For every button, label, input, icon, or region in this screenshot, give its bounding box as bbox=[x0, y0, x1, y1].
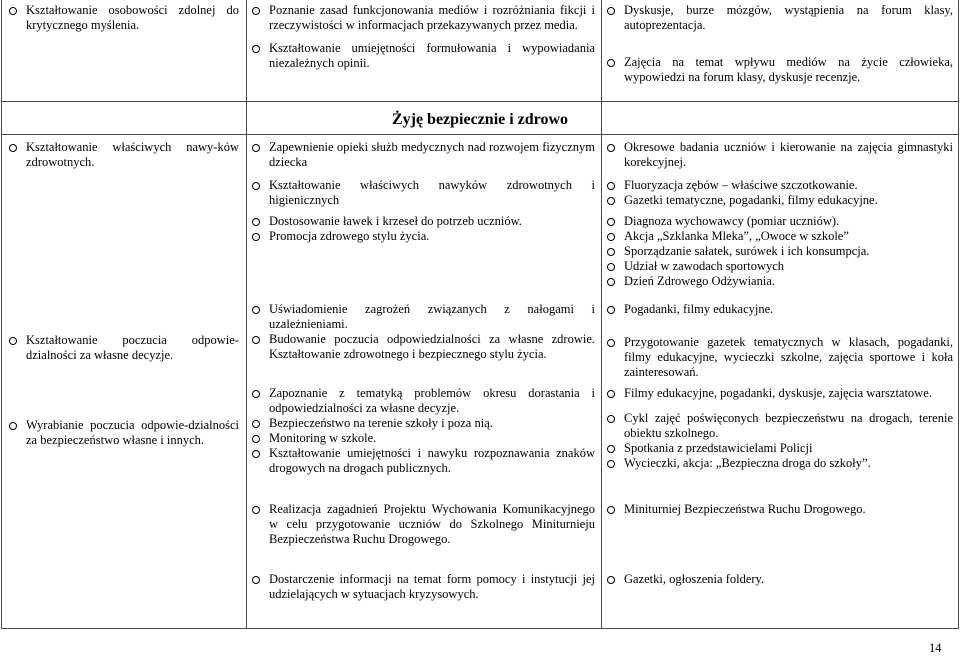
list-item: Udział w zawodach sportowych bbox=[605, 259, 953, 274]
list-item: Budowanie poczucia odpowiedzialności za własne zdrowie. Kształtowanie zdrowotnego i bezpiecznego stylu życia. bbox=[250, 332, 595, 362]
list-item: Bezpieczeństwo na terenie szkoły i poza nią. bbox=[250, 416, 595, 431]
table-border-right bbox=[958, 0, 959, 628]
list-item: Filmy edukacyjne, pogadanki, dyskusje, zajęcia warsztatowe. bbox=[605, 386, 953, 401]
list-item: Wycieczki, akcja: „Bezpieczna droga do szkoły”. bbox=[605, 456, 953, 471]
list-item: Kształtowanie właściwych nawyków zdrowotnych i higienicznych bbox=[250, 178, 595, 208]
table-bottom-border bbox=[1, 628, 959, 629]
list-item: Przygotowanie gazetek tematycznych w klasach, pogadanki, filmy edukacyjne, wycieczki szkolne, zajęcia sportowe i koła zainteresowań. bbox=[605, 335, 953, 380]
list-item: Akcja „Szklanka Mleka”, „Owoce w szkole” bbox=[605, 229, 953, 244]
list-item: Zapoznanie z tematyką problemów okresu dorastania i odpowiedzialności za własne decyzje. bbox=[250, 386, 595, 416]
row-2-methods bbox=[605, 214, 953, 289]
top-methods-cell bbox=[605, 3, 953, 85]
list-item: Monitoring w szkole. bbox=[250, 431, 595, 446]
row-1-methods bbox=[605, 140, 953, 208]
list-item: Dostarczenie informacji na temat form pomocy i instytucji jej udzielających w sytuacjach kryzysowych. bbox=[250, 572, 595, 602]
list-item: Wyrabianie poczucia odpowie-dzialności za bezpieczeństwo własne i innych. bbox=[7, 418, 239, 448]
list-item: Sporządzanie sałatek, surówek i ich konsumpcja. bbox=[605, 244, 953, 259]
row-4-tasks bbox=[250, 386, 595, 476]
list-item: Promocja zdrowego stylu życia. bbox=[250, 229, 595, 244]
list-item: Diagnoza wychowawcy (pomiar uczniów). bbox=[605, 214, 953, 229]
row-3-tasks bbox=[250, 302, 595, 362]
list-item: Zapewnienie opieki służb medycznych nad rozwojem fizycznym dziecka bbox=[250, 140, 595, 170]
page-number: 14 bbox=[929, 641, 942, 655]
list-item: Okresowe badania uczniów i kierowanie na zajęcia gimnastyki korekcyjnej. bbox=[605, 140, 953, 170]
row-1-tasks bbox=[250, 140, 595, 208]
list-item: Kształtowanie poczucia odpowie-dzialności za własne decyzje. bbox=[7, 333, 239, 363]
list-item: Pogadanki, filmy edukacyjne. bbox=[605, 302, 953, 317]
section-title: Żyję bezpiecznie i zdrowo bbox=[391, 111, 569, 128]
list-item: Miniturniej Bezpieczeństwa Ruchu Drogowego. bbox=[605, 502, 953, 517]
list-item: Zajęcia na temat wpływu mediów na życie człowieka, wypowiedzi na forum klasy, dyskusje recenzje. bbox=[605, 55, 953, 85]
list-item: Cykl zajęć poświęconych bezpieczeństwu na drogach, terenie obiektu szkolnego. bbox=[605, 411, 953, 441]
goal-cell-3 bbox=[7, 418, 239, 448]
list-item: Poznanie zasad funkcjonowania mediów i rozróżniania fikcji i rzeczywistości w informacjach przekazywanych przez media. bbox=[250, 3, 595, 33]
goal-cell-1 bbox=[7, 140, 239, 170]
row-5-tasks bbox=[250, 502, 595, 547]
list-item: Spotkania z przedstawicielami Policji bbox=[605, 441, 953, 456]
table-border-left bbox=[1, 0, 2, 628]
list-item: Fluoryzacja zębów – właściwe szczotkowanie. bbox=[605, 178, 953, 193]
goal-cell-2 bbox=[7, 333, 239, 363]
list-item: Kształtowanie umiejętności i nawyku rozpoznawania znaków drogowych na drogach publicznych. bbox=[250, 446, 595, 476]
list-item: Kształtowanie umiejętności formułowania i wypowiadania niezależnych opinii. bbox=[250, 41, 595, 71]
table-divider-1 bbox=[246, 0, 247, 628]
list-item: Dostosowanie ławek i krzeseł do potrzeb uczniów. bbox=[250, 214, 595, 229]
list-item: Dzień Zdrowego Odżywiania. bbox=[605, 274, 953, 289]
table-divider-2 bbox=[601, 0, 602, 628]
list-item: Gazetki, ogłoszenia foldery. bbox=[605, 572, 953, 587]
list-item: Kształtowanie właściwych nawy-ków zdrowotnych. bbox=[7, 140, 239, 170]
row-2-tasks bbox=[250, 214, 595, 244]
row-6-tasks bbox=[250, 572, 595, 602]
list-item: Uświadomienie zagrożeń związanych z nałogami i uzależnieniami. bbox=[250, 302, 595, 332]
list-item: Gazetki tematyczne, pogadanki, filmy edukacyjne. bbox=[605, 193, 953, 208]
table-section-divider bbox=[1, 134, 959, 135]
row-5-methods bbox=[605, 502, 953, 517]
list-item: Realizacja zagadnień Projektu Wychowania Komunikacyjnego w celu przygotowanie uczniów do Szkolnego Miniturnieju Bezpieczeństwa Ruchu Drogowego. bbox=[250, 502, 595, 547]
top-tasks-cell bbox=[250, 3, 595, 71]
row-3-methods bbox=[605, 302, 953, 380]
list-item: Dyskusje, burze mózgów, wystąpienia na forum klasy, autoprezentacja. bbox=[605, 3, 953, 33]
row-4-methods bbox=[605, 386, 953, 471]
row-6-methods bbox=[605, 572, 953, 587]
list-item: Kształtowanie osobowości zdolnej do krytycznego myślenia. bbox=[7, 3, 239, 33]
table-row-divider bbox=[1, 101, 959, 102]
top-goals-cell bbox=[7, 3, 239, 33]
